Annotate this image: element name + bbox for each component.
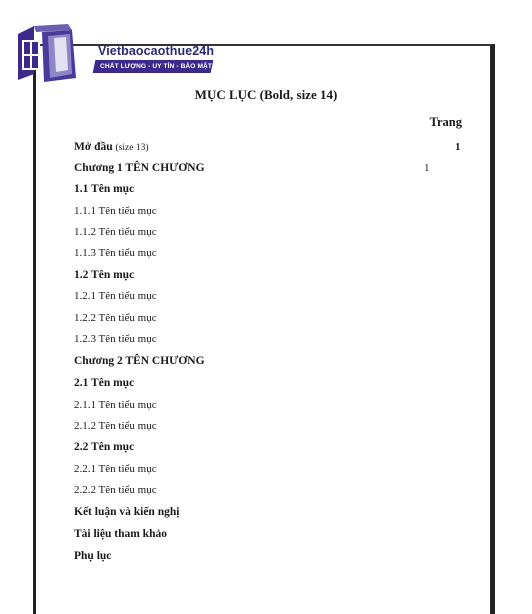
logo — [14, 22, 214, 84]
logo-tagline: CHẤT LƯỢNG - UY TÍN - BẢO MẬT — [100, 63, 213, 70]
toc-entry: Tài liệu tham khảo — [74, 528, 167, 540]
toc-entry: 1.1.3 Tên tiểu mục — [74, 247, 157, 259]
toc-entry: 2.1 Tên mục — [74, 377, 135, 389]
book-logo-icon — [14, 22, 92, 82]
toc-entry: Chương 2 TÊN CHƯƠNG — [74, 355, 205, 367]
toc-entry: 1.2.3 Tên tiểu mục — [74, 333, 157, 345]
toc-entry: 2.2 Tên mục — [74, 441, 135, 453]
toc-title: MỤC LỤC (Bold, size 14) — [194, 87, 338, 102]
toc-entry: 1.2 Tên mục — [74, 269, 135, 281]
toc-entry: Phụ lục — [74, 550, 112, 562]
toc-entry: 1.1.2 Tên tiểu mục — [74, 226, 157, 238]
logo-title: Vietbaocaothue24h — [98, 44, 215, 58]
toc-page-number: 1 — [424, 162, 430, 174]
toc-entry-label: Mở đầu — [74, 141, 113, 153]
toc-entry-note: (size 13) — [115, 143, 149, 153]
toc-entry: Kết luận và kiến nghị — [74, 506, 180, 518]
toc-entry: 2.2.1 Tên tiểu mục — [74, 463, 157, 475]
toc-entry: 1.1.1 Tên tiểu mục — [74, 205, 157, 217]
toc-entry: 1.2.2 Tên tiểu mục — [74, 312, 157, 324]
toc-entry: 1.1 Tên mục — [74, 183, 135, 195]
toc-entry: 2.1.1 Tên tiểu mục — [74, 399, 157, 411]
toc-entry: Chương 1 TÊN CHƯƠNG — [74, 162, 205, 174]
toc-entry: 2.1.2 Tên tiểu mục — [74, 420, 157, 432]
toc-entry — [74, 140, 149, 155]
toc-entry: 1.2.1 Tên tiểu mục — [74, 290, 157, 302]
toc-page-number: 1 — [455, 141, 461, 153]
toc-entry: 2.2.2 Tên tiểu mục — [74, 484, 157, 496]
page-column-header: Trang — [429, 115, 462, 129]
